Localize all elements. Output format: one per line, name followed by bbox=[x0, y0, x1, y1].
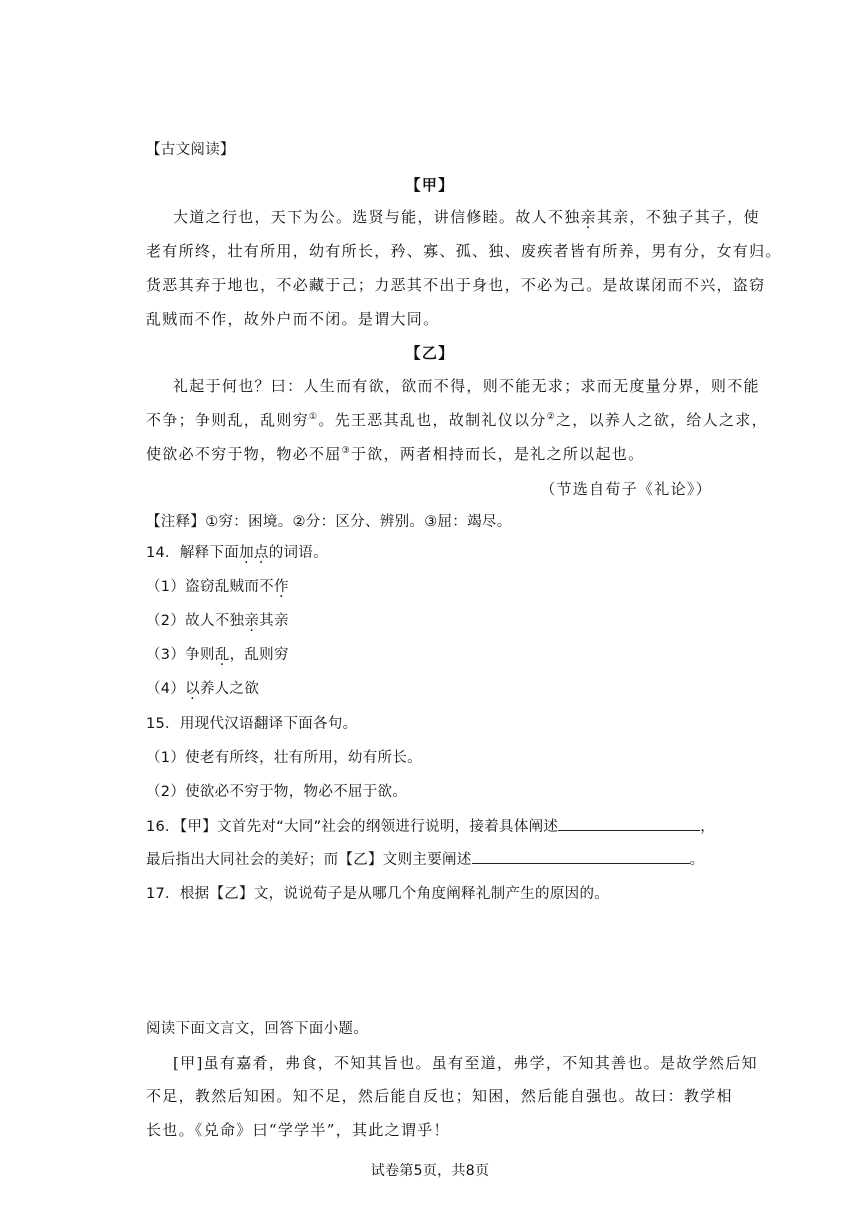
question-14-item bbox=[146, 611, 289, 631]
passage-yi-line bbox=[146, 410, 768, 430]
jia-line1-b: 其亲，不独子其子，使 bbox=[596, 208, 760, 226]
item-text: 盗窃乱贼而不 bbox=[185, 579, 274, 595]
passage-jia-line: 老有所终，壮有所用，幼有所长，矜、寡、孤、独、废疾者皆有所养，男有分，女有归。 bbox=[146, 242, 782, 260]
item-text: 争则 bbox=[185, 647, 215, 663]
question-16-line2 bbox=[146, 849, 704, 870]
passage-yi-line: 礼起于何也？曰：人生而有欲，欲而不得，则不能无求；求而无度量分界，则不能 bbox=[173, 377, 760, 395]
item-number: （4） bbox=[146, 681, 186, 697]
reading2-line: 长也。《兑命》曰“学学半”，其此之谓乎！ bbox=[146, 1121, 450, 1139]
emphasis-dot-qin: 亲 bbox=[580, 208, 597, 226]
answer-blank-1[interactable] bbox=[558, 816, 700, 831]
footnote-marker: ③ bbox=[341, 446, 351, 456]
reading2-line: [甲]虽有嘉肴，弗食，不知其旨也。虽有至道，弗学，不知其善也。是故学然后知 bbox=[173, 1054, 758, 1072]
q16-punct: ， bbox=[700, 819, 716, 835]
question-14-stem bbox=[146, 543, 328, 563]
footnote-marker: ① bbox=[309, 412, 319, 422]
item-text: ，乱则穷 bbox=[229, 647, 289, 663]
passage-yi-line bbox=[146, 444, 644, 464]
item-text: 养人之欲 bbox=[199, 681, 260, 697]
dotted-word: 亲 bbox=[244, 613, 260, 629]
question-15-item: （2）使欲必不穷于物，物必不屈于欲。 bbox=[146, 784, 408, 800]
q16-text: 最后指出大同社会的美好；而【乙】文则主要阐述 bbox=[146, 852, 472, 868]
section-heading: 【古文阅读】 bbox=[146, 142, 235, 158]
question-17: 17．根据【乙】文，说说荀子是从哪几个角度阐释礼制产生的原因的。 bbox=[146, 886, 610, 902]
yi-line3-a: 使欲必不穷于物，物必不屈 bbox=[146, 445, 342, 463]
dotted-word: 作 bbox=[273, 579, 289, 595]
passage-jia-title: 【甲】 bbox=[405, 176, 455, 194]
item-number: （3） bbox=[146, 647, 186, 663]
passage-jia-line: 乱贼而不作，故外户而不闭。是谓大同。 bbox=[146, 310, 440, 328]
passage-jia-line bbox=[173, 207, 760, 227]
answer-blank-2[interactable] bbox=[472, 849, 690, 864]
question-14-item bbox=[146, 679, 259, 699]
question-14-item bbox=[146, 645, 289, 665]
q14-stem-a: 14．解释下面 bbox=[146, 545, 240, 561]
item-number: （2） bbox=[146, 613, 186, 629]
item-number: （1） bbox=[146, 579, 186, 595]
page-footer: 试卷第5页，共8页 bbox=[370, 1163, 490, 1179]
annotation-notes: 【注释】①穷：困境。②分：区分、辨别。③屈：竭尽。 bbox=[146, 514, 512, 530]
yi-line2-a: 不争；争则乱，乱则穷 bbox=[146, 411, 310, 429]
passage-yi-title: 【乙】 bbox=[405, 344, 455, 362]
question-14-item bbox=[146, 577, 289, 597]
dotted-word: 乱 bbox=[214, 647, 230, 663]
reading2-line: 不足，教然后知困。知不足，然后能自反也；知困，然后能自强也。故曰：教学相 bbox=[146, 1087, 733, 1105]
q16-punct: 。 bbox=[689, 852, 705, 868]
passage-jia-line: 货恶其弃于地也，不必藏于己；力恶其不出于身也，不必为己。是故谋闭而不兴，盗窃 bbox=[146, 276, 766, 294]
emphasis-dot-dian: 点 bbox=[253, 545, 269, 561]
item-text: 故人不独 bbox=[185, 613, 245, 629]
reading2-intro: 阅读下面文言文，回答下面小题。 bbox=[146, 1021, 368, 1037]
q16-text: 16．【甲】文首先对“大同”社会的纲领进行说明，接着具体阐述 bbox=[146, 819, 559, 835]
dotted-word: 以 bbox=[185, 681, 200, 697]
footnote-marker: ② bbox=[546, 412, 556, 422]
yi-line2-c: 之，以养人之欲，给人之求， bbox=[555, 411, 768, 429]
passage-source: （节选自荀子《礼论》） bbox=[540, 480, 712, 498]
q14-stem-b: 的词语。 bbox=[268, 545, 328, 561]
item-text: 其亲 bbox=[259, 613, 289, 629]
yi-line3-b: 于欲，两者相持而长，是礼之所以起也。 bbox=[350, 445, 645, 463]
yi-line2-b: 。先王恶其乱也，故制礼仪以分 bbox=[318, 411, 547, 429]
question-15-stem: 15．用现代汉语翻译下面各句。 bbox=[146, 716, 358, 732]
jia-line1-a: 大道之行也，天下为公。选贤与能，讲信修睦。故人不独 bbox=[173, 208, 581, 226]
question-15-item: （1）使老有所终，壮有所用，幼有所长。 bbox=[146, 750, 422, 766]
emphasis-dot-jia: 加 bbox=[239, 545, 254, 561]
question-16-line1 bbox=[146, 816, 715, 837]
